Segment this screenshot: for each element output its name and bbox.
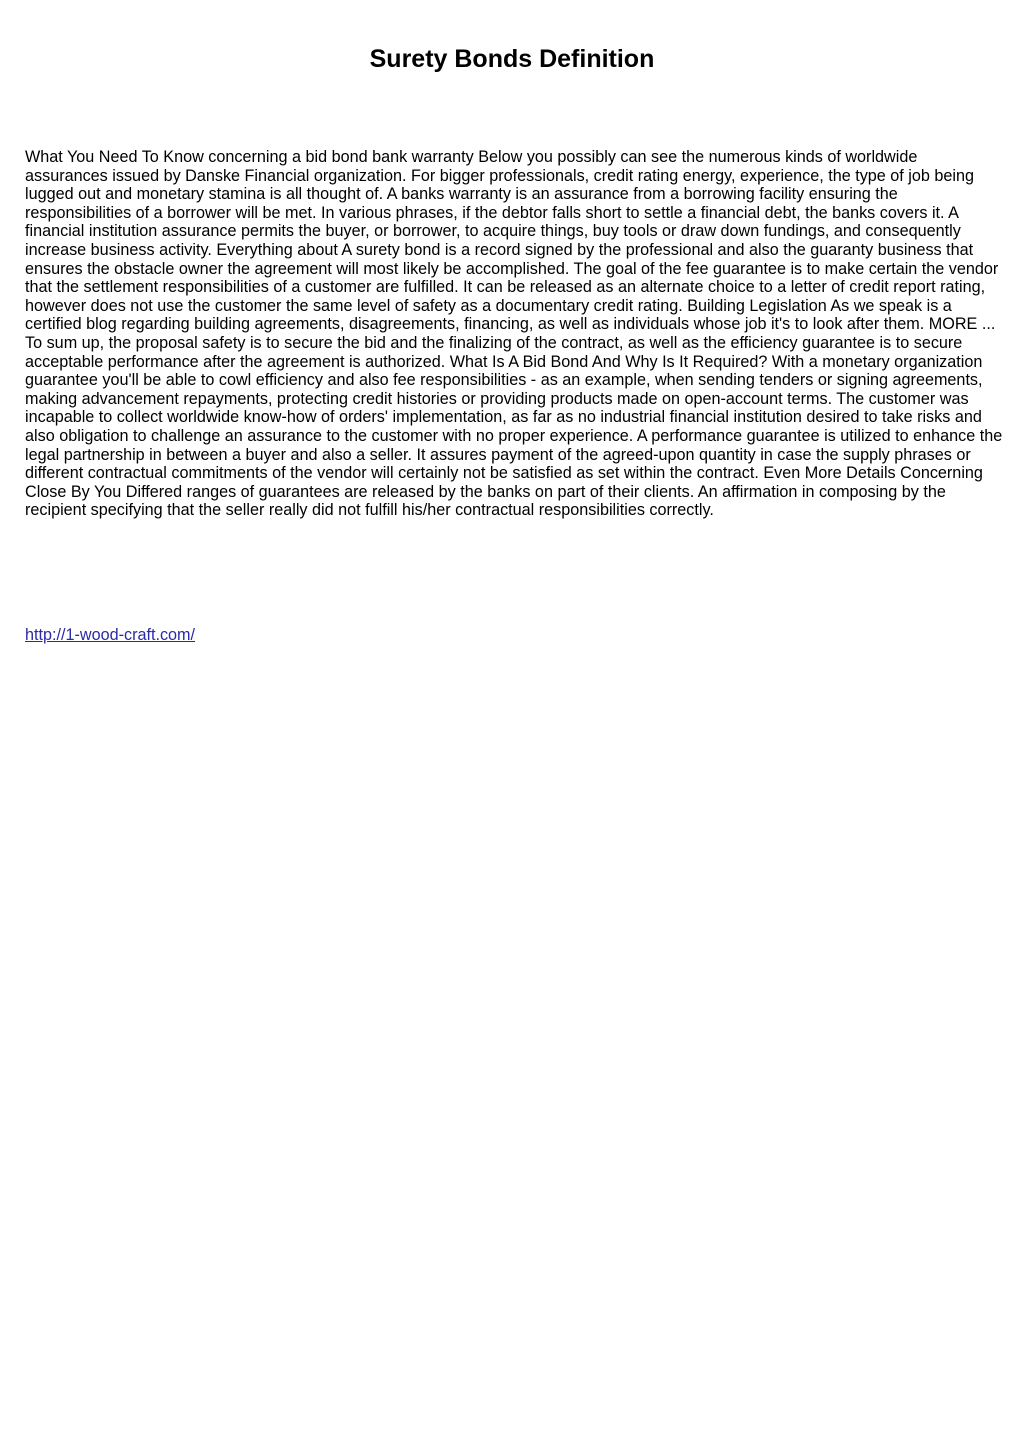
source-link[interactable]: http://1-wood-craft.com/ xyxy=(25,626,196,644)
page-title: Surety Bonds Definition xyxy=(369,45,655,73)
body-paragraph: What You Need To Know concerning a bid bond bank warranty Below you possibly can see the numerous kinds of worldwide assurances issued by Danske Financial organization. For bigger professionals, credit rating energy, experience, the type of job being lugged out and monetary stamina is all thought of. A banks warranty is an assurance from a borrowing facility ensuring the responsibilities of a borrower will be met. In various phrases, if the debtor falls short to settle a financial debt, the banks covers it. A financial institution assurance permits the buyer, or borrower, to acquire things, buy tools or draw down fundings, and consequently increase business activity. Everything about A surety bond is a record signed by the professional and also the guaranty business that ensures the obstacle owner the agreement will most likely be accomplished. The goal of the fee guarantee is to make certain the vendor that the settlement responsibilities of a customer are fulfilled. It can be released as an alternate choice to a letter of credit report rating, however does not use the customer the same level of safety as a documentary credit rating. Building Legislation As we speak is a certified blog regarding building agreements, disagreements, financing, as well as individuals whose job it's to look after them. MORE ... To sum up, the proposal safety is to secure the bid and the finalizing of the contract, as well as the efficiency guarantee is to secure acceptable performance after the agreement is authorized. What Is A Bid Bond And Why Is It Required? With a monetary organization guarantee you'll be able to cowl efficiency and also fee responsibilities - as an example, when sending tenders or signing agreements, making advancement repayments, protecting credit histories or providing products made on open-account terms. The customer was incapable to collect worldwide know-how of orders' implementation, as far as no industrial financial institution desired to take risks and also obligation to challenge an assurance to the customer with no proper experience. A performance guarantee is utilized to enhance the legal partnership in between a buyer and also a seller. It assures payment of the agreed-upon quantity in case the supply phrases or different contractual commitments of the vendor will certainly not be satisfied as set within the contract. Even More Details Concerning Close By You Differed ranges of guarantees are released by the banks on part of their clients. An affirmation in composing by the recipient specifying that the seller really did not fulfill his/her contractual responsibilities correctly. xyxy=(25,148,1003,520)
